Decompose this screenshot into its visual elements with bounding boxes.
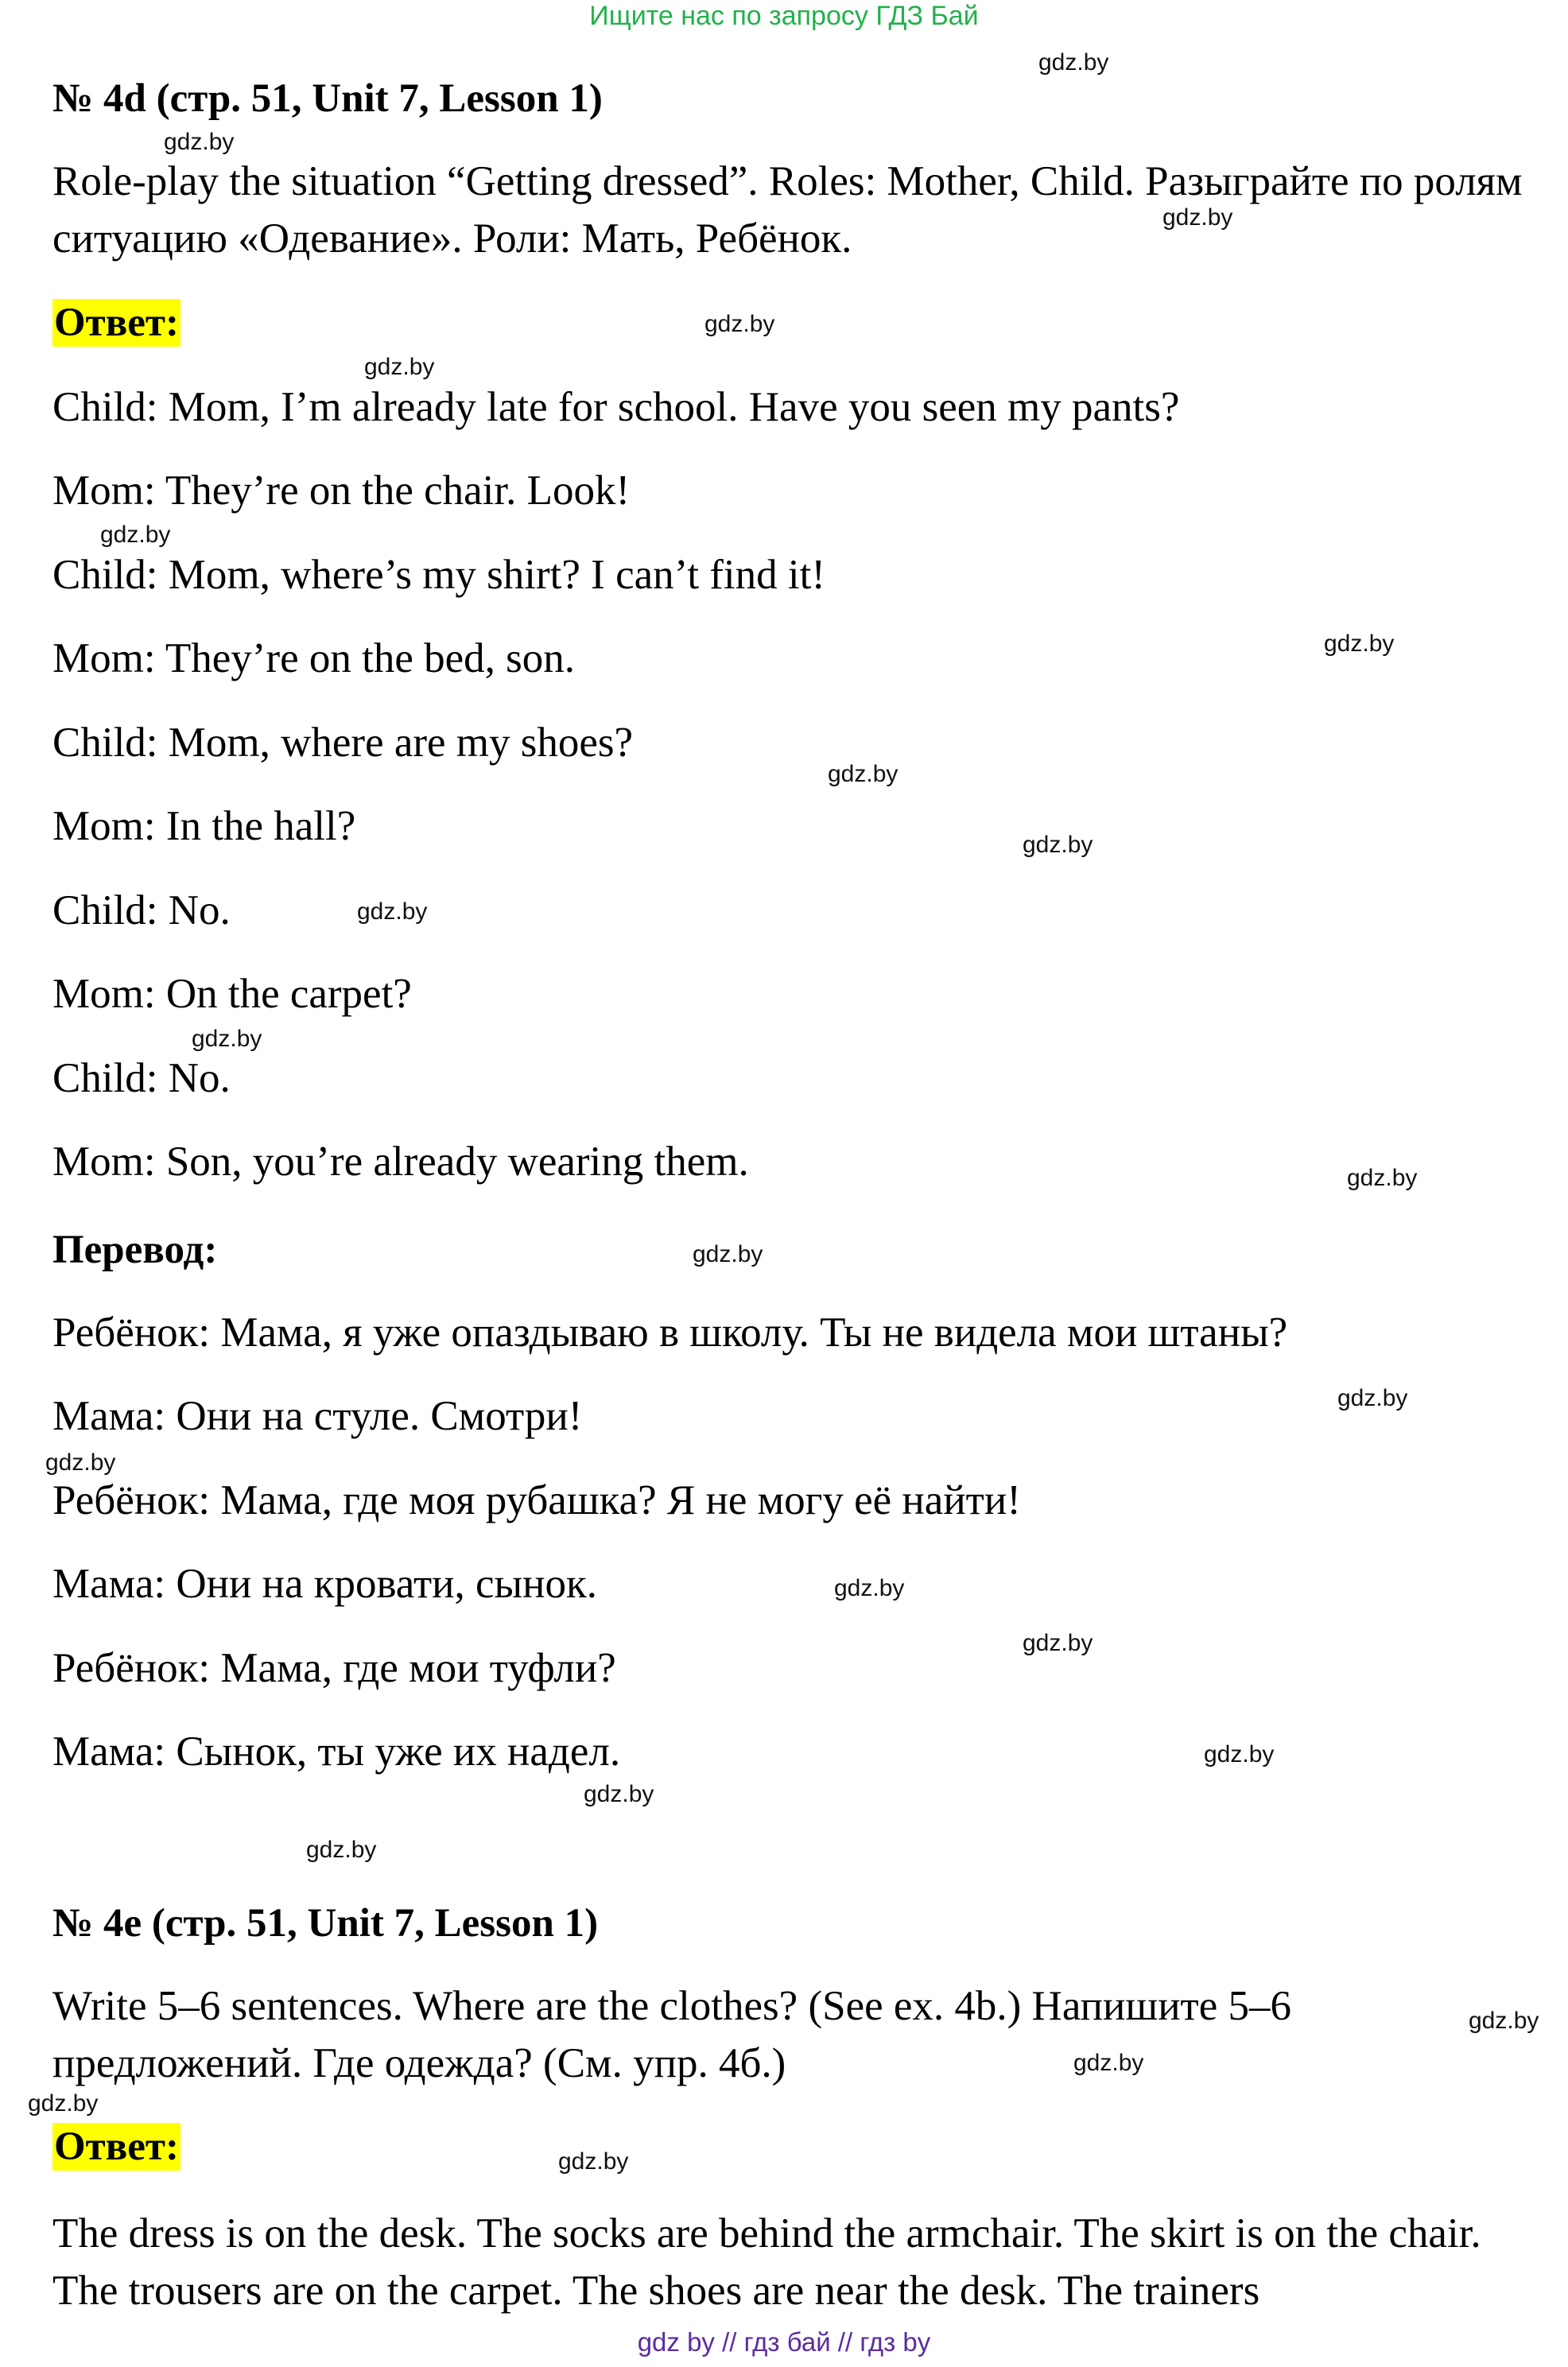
dialogue-line: Child: Mom, I’m already late for school. Have you seen my pants?	[52, 384, 1180, 430]
dialogue-line: Mom: They’re on the chair. Look!	[52, 468, 631, 514]
watermark: gdz.by	[306, 1837, 377, 1863]
task-4e-answer-label: Ответ:	[54, 2124, 179, 2169]
watermark: gdz.by	[1204, 1741, 1275, 1767]
watermark: gdz.by	[364, 354, 435, 380]
watermark: gdz.by	[1162, 204, 1233, 231]
task-4e-answer-text: The dress is on the desk. The socks are behind the armchair. The skirt is on the chair. The trousers are on the carpet. The shoes are near the desk. The trainers	[52, 2210, 1481, 2314]
dialogue-line: Child: No.	[52, 887, 231, 933]
translation-line: Мама: Сынок, ты уже их надел.	[52, 1729, 621, 1775]
translation-line: Ребёнок: Мама, где моя рубашка? Я не могу её найти!	[52, 1477, 1021, 1523]
dialogue-line: Mom: On the carpet?	[52, 971, 412, 1017]
search-banner[interactable]: Ищите нас по запросу ГДЗ Бай	[589, 1, 979, 31]
watermark: gdz.by	[693, 1241, 763, 1267]
translation-line: Мама: Они на кровати, сынок.	[52, 1561, 597, 1607]
watermark: gdz.by	[1023, 832, 1093, 858]
dialogue-line: Mom: In the hall?	[52, 803, 356, 849]
translation-line: Ребёнок: Мама, я уже опаздываю в школу. Ты не видела мои штаны?	[52, 1310, 1288, 1356]
dialogue-line: Child: Mom, where’s my shirt? I can’t find it!	[52, 552, 826, 598]
watermark: gdz.by	[1038, 49, 1109, 76]
watermark: gdz.by	[28, 2090, 99, 2117]
footer-links[interactable]: gdz by // гдз бай // гдз by	[637, 2327, 931, 2357]
dialogue-line: Mom: They’re on the bed, son.	[52, 635, 575, 681]
dialogue-line: Child: No.	[52, 1055, 231, 1101]
watermark: gdz.by	[357, 898, 428, 925]
watermark: gdz.by	[1347, 1165, 1418, 1191]
watermark: gdz.by	[704, 311, 775, 337]
dialogue-line: Child: Mom, where are my shoes?	[52, 720, 634, 766]
task-4d-heading: № 4d (стр. 51, Unit 7, Lesson 1)	[52, 76, 603, 121]
task-4d-prompt: Role-play the situation “Getting dressed”. Roles: Mother, Child. Разыграйте по ролям ситуацию «Одевание». Роли: Мать, Ребёнок.	[52, 158, 1523, 262]
watermark: gdz.by	[828, 761, 898, 787]
watermark: gdz.by	[1337, 1385, 1408, 1411]
translation-line: Мама: Они на стуле. Смотри!	[52, 1393, 583, 1439]
dialogue-line: Mom: Son, you’re already wearing them.	[52, 1139, 749, 1185]
watermark: gdz.by	[164, 129, 235, 155]
task-4e-heading: № 4e (стр. 51, Unit 7, Lesson 1)	[52, 1901, 599, 1946]
watermark: gdz.by	[834, 1575, 905, 1601]
task-4d-answer-label: Ответ:	[54, 301, 179, 345]
watermark: gdz.by	[45, 1449, 116, 1476]
watermark: gdz.by	[584, 1781, 654, 1807]
watermark: gdz.by	[1469, 2008, 1539, 2034]
translation-label: Перевод:	[52, 1228, 218, 1272]
watermark: gdz.by	[1023, 1630, 1093, 1656]
watermark: gdz.by	[1073, 2050, 1144, 2076]
watermark: gdz.by	[1324, 631, 1395, 657]
task-4e-prompt: Write 5–6 sentences. Where are the clothes? (See ex. 4b.) Напишите 5–6 предложений. Где одежда? (См. упр. 4б.)	[52, 1983, 1291, 2086]
watermark: gdz.by	[100, 522, 171, 548]
watermark: gdz.by	[192, 1026, 262, 1052]
translation-line: Ребёнок: Мама, где мои туфли?	[52, 1645, 616, 1691]
watermark: gdz.by	[558, 2148, 629, 2175]
